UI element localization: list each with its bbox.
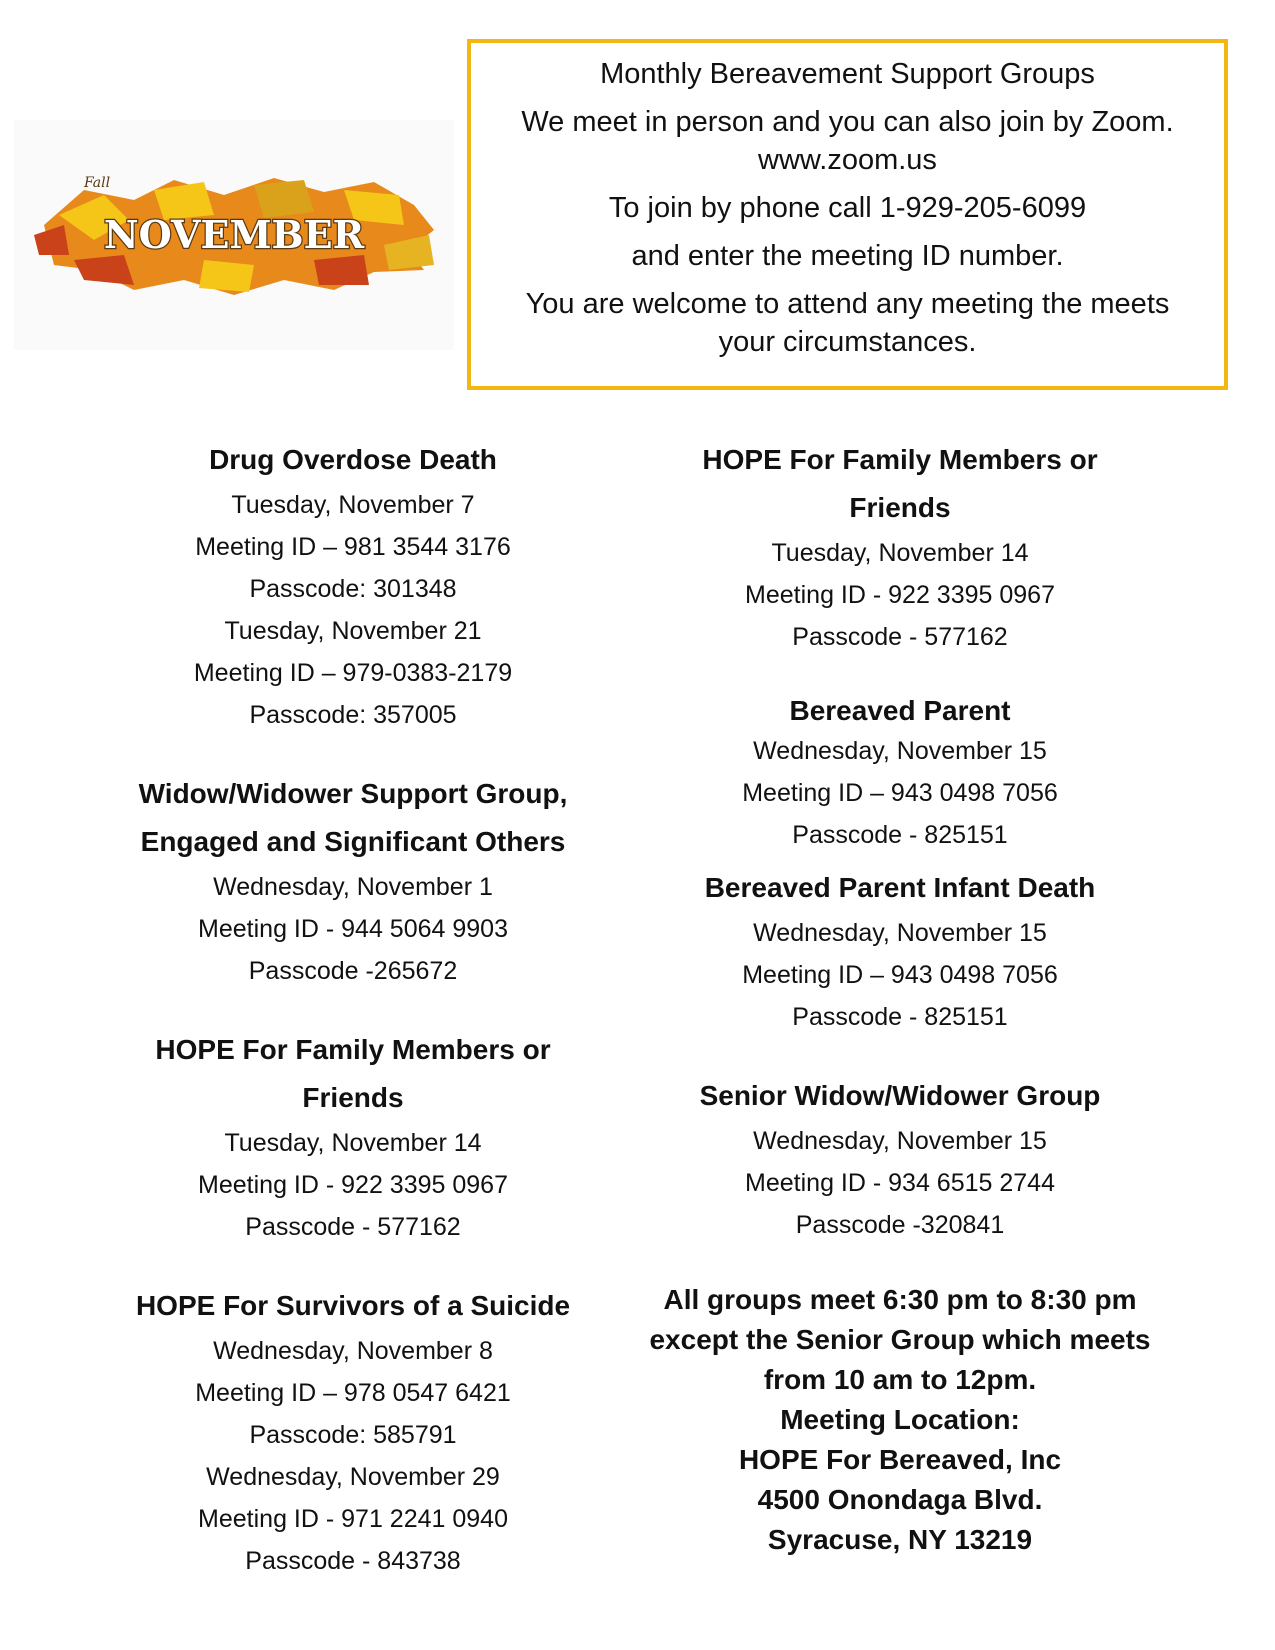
november-logo [14, 120, 454, 350]
group-passcode: Passcode: 585791 [249, 1421, 457, 1449]
group-bereaved-parent-infant [640, 864, 1160, 1038]
group-passcode: Passcode: 357005 [249, 701, 457, 729]
left-column [93, 436, 613, 1616]
note-line: except the Senior Group which meets [649, 1324, 1151, 1355]
group-title: Friends [302, 1082, 404, 1113]
info-welcome: You are welcome to attend any meeting the meets [525, 288, 1170, 320]
group-title: Bereaved Parent [789, 695, 1011, 726]
group-passcode: Passcode - 825151 [792, 821, 1008, 849]
group-passcode: Passcode - 825151 [792, 1003, 1008, 1031]
group-passcode: Passcode: 301348 [249, 575, 457, 603]
group-passcode: Passcode -265672 [248, 957, 458, 985]
group-widow-widower [93, 770, 613, 992]
group-date: Wednesday, November 15 [753, 919, 1047, 947]
info-circumstances: your circumstances. [718, 326, 977, 358]
group-meeting-id: Meeting ID - 934 6515 2744 [745, 1169, 1055, 1197]
group-date: Tuesday, November 7 [231, 491, 475, 519]
info-meeting-id: and enter the meeting ID number. [631, 240, 1064, 272]
group-meeting-id: Meeting ID – 943 0498 7056 [742, 779, 1058, 807]
group-date: Tuesday, November 21 [224, 617, 482, 645]
fall-script-text: Fall [84, 175, 111, 191]
group-meeting-id: Meeting ID - 922 3395 0967 [198, 1171, 508, 1199]
group-title: Senior Widow/Widower Group [699, 1080, 1101, 1111]
info-title: Monthly Bereavement Support Groups [600, 58, 1095, 90]
group-passcode: Passcode - 577162 [792, 623, 1008, 651]
group-passcode: Passcode - 843738 [245, 1547, 461, 1575]
info-line-zoom: We meet in person and you can also join by Zoom. [521, 106, 1174, 138]
group-title: HOPE For Family Members or [702, 444, 1098, 475]
group-date: Wednesday, November 1 [213, 873, 493, 901]
group-meeting-id: Meeting ID - 922 3395 0967 [745, 581, 1055, 609]
group-date: Wednesday, November 15 [753, 737, 1047, 765]
info-phone: To join by phone call 1-929-205-6099 [608, 192, 1087, 224]
group-date: Wednesday, November 29 [206, 1463, 500, 1491]
group-meeting-id: Meeting ID – 943 0498 7056 [742, 961, 1058, 989]
group-date: Tuesday, November 14 [224, 1129, 482, 1157]
group-date: Tuesday, November 14 [771, 539, 1029, 567]
group-date: Wednesday, November 8 [213, 1337, 493, 1365]
meeting-note [640, 1280, 1160, 1560]
group-title: Engaged and Significant Others [140, 826, 566, 857]
group-title: HOPE For Family Members or [155, 1034, 551, 1065]
group-title: Friends [849, 492, 951, 523]
info-zoom-url: www.zoom.us [758, 144, 937, 176]
november-logo-text: NOVEMBER [103, 212, 365, 257]
group-date: Wednesday, November 15 [753, 1127, 1047, 1155]
group-title: Drug Overdose Death [209, 444, 497, 475]
group-passcode: Passcode - 577162 [245, 1213, 461, 1241]
group-meeting-id: Meeting ID – 979-0383-2179 [193, 659, 513, 687]
group-hope-suicide [93, 1282, 613, 1582]
group-senior-widow [640, 1072, 1160, 1246]
group-hope-family [93, 1026, 613, 1248]
note-line: from 10 am to 12pm. [763, 1364, 1037, 1395]
note-street: 4500 Onondaga Blvd. [757, 1484, 1043, 1515]
note-city: Syracuse, NY 13219 [767, 1524, 1033, 1555]
group-title: Widow/Widower Support Group, [138, 778, 568, 809]
group-meeting-id: Meeting ID – 978 0547 6421 [195, 1379, 511, 1407]
group-hope-family [640, 436, 1160, 658]
group-title: Bereaved Parent Infant Death [704, 872, 1096, 903]
note-location-label: Meeting Location: [780, 1404, 1020, 1435]
right-column [640, 436, 1160, 1560]
group-meeting-id: Meeting ID – 981 3544 3176 [195, 533, 511, 561]
group-bereaved-parent [640, 692, 1160, 856]
info-box [467, 39, 1228, 390]
note-line: All groups meet 6:30 pm to 8:30 pm [663, 1284, 1137, 1315]
group-title: HOPE For Survivors of a Suicide [135, 1290, 571, 1321]
autumn-leaves-icon [14, 120, 454, 350]
group-drug-overdose [93, 436, 613, 736]
note-org-name: HOPE For Bereaved, Inc [738, 1444, 1062, 1475]
group-meeting-id: Meeting ID - 971 2241 0940 [198, 1505, 508, 1533]
group-passcode: Passcode -320841 [795, 1211, 1005, 1239]
group-meeting-id: Meeting ID - 944 5064 9903 [198, 915, 508, 943]
